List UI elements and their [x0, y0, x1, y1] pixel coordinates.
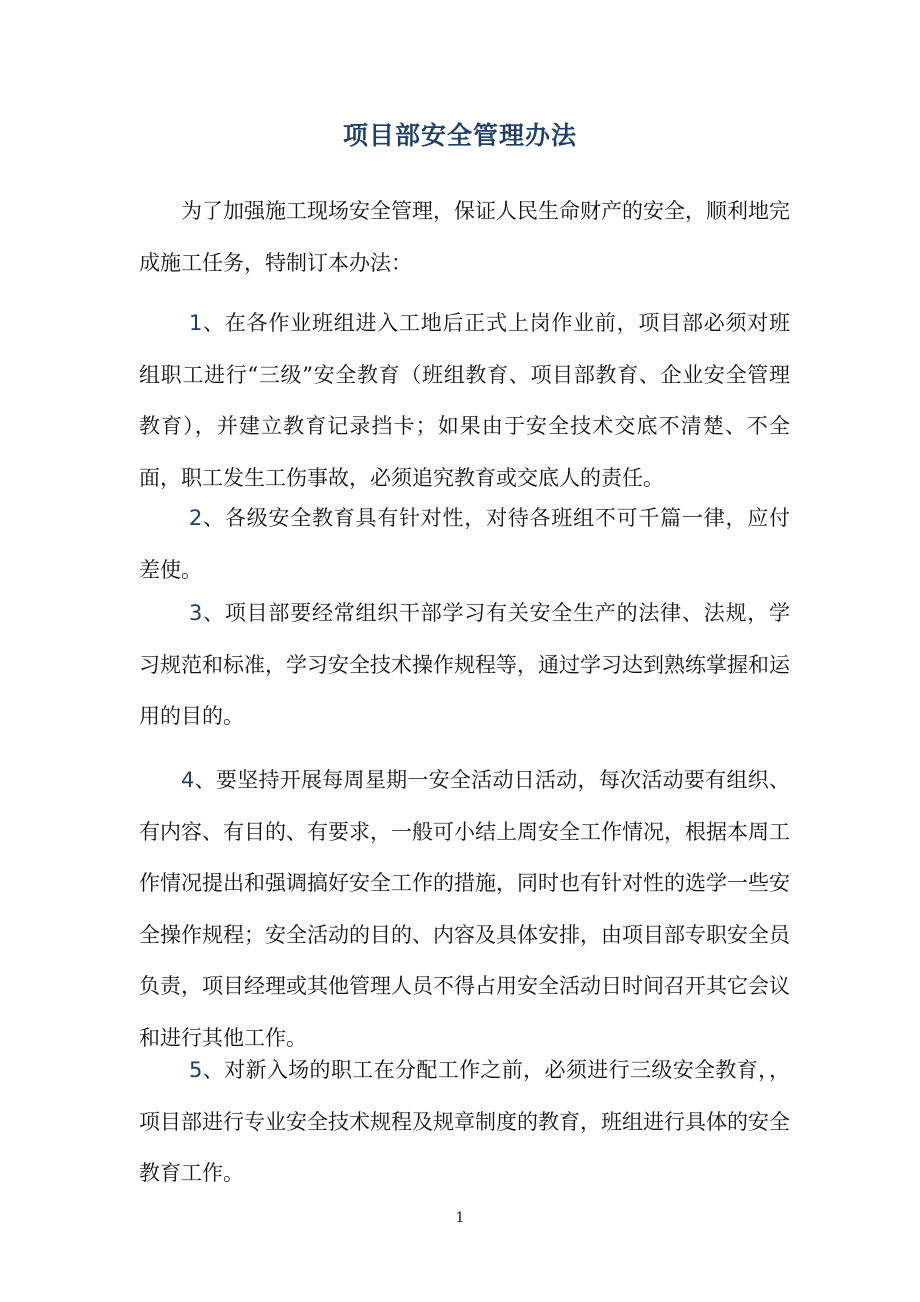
item-number: 4	[181, 768, 195, 792]
list-item	[139, 298, 790, 504]
intro-paragraph: 为了加强施工现场安全管理，保证人民生命财产的安全，顺利地完成施工任务，特制订本办法：	[139, 199, 790, 275]
item-number: 3	[189, 601, 203, 625]
list-item	[139, 588, 790, 743]
item-text: 、各级安全教育具有针对性，对待各班组不可千篇一律，应付差使。	[139, 506, 790, 582]
item-number: 2	[189, 506, 203, 530]
item-text: 、在各作业班组进入工地后正式上岗作业前，项目部必须对班组职工进行“三级”安全教育（班组教育、项目部教育、企业安全管理教育），并建立教育记录挡卡；如果由于安全技术交底不清楚、不全面，职工发生工伤事故，必须追究教育或交底人的责任。	[139, 311, 790, 490]
item-text: 、对新入场的职工在分配工作之前，必须进行三级安全教育，，项目部进行专业安全技术规程及规章制度的教育，班组进行具体的安全教育工作。	[139, 1058, 790, 1185]
document-title: 项目部安全管理办法	[342, 121, 577, 150]
item-number: 5	[189, 1058, 203, 1082]
list-item	[139, 755, 790, 1064]
item-number: 1	[189, 311, 203, 335]
item-text: 、项目部要经常组织干部学习有关安全生产的法律、法规，学习规范和标准，学习安全技术操作规程等，通过学习达到熟练掌握和运用的目的。	[139, 601, 790, 728]
page-number: 1	[455, 1210, 465, 1226]
list-item	[139, 493, 790, 596]
item-text: 、要坚持开展每周星期一安全活动日活动，每次活动要有组织、有内容、有目的、有要求，一般可小结上周安全工作情况，根据本周工作情况提出和强调搞好安全工作的措施，同时也有针对性的选学一些安全操作规程；安全活动的目的、内容及具体安排，由项目部专职安全员负责，项目经理或其他管理人员不得占用安全活动日时间召开其它会议和进行其他工作。	[139, 768, 790, 1050]
list-item	[139, 1045, 790, 1200]
